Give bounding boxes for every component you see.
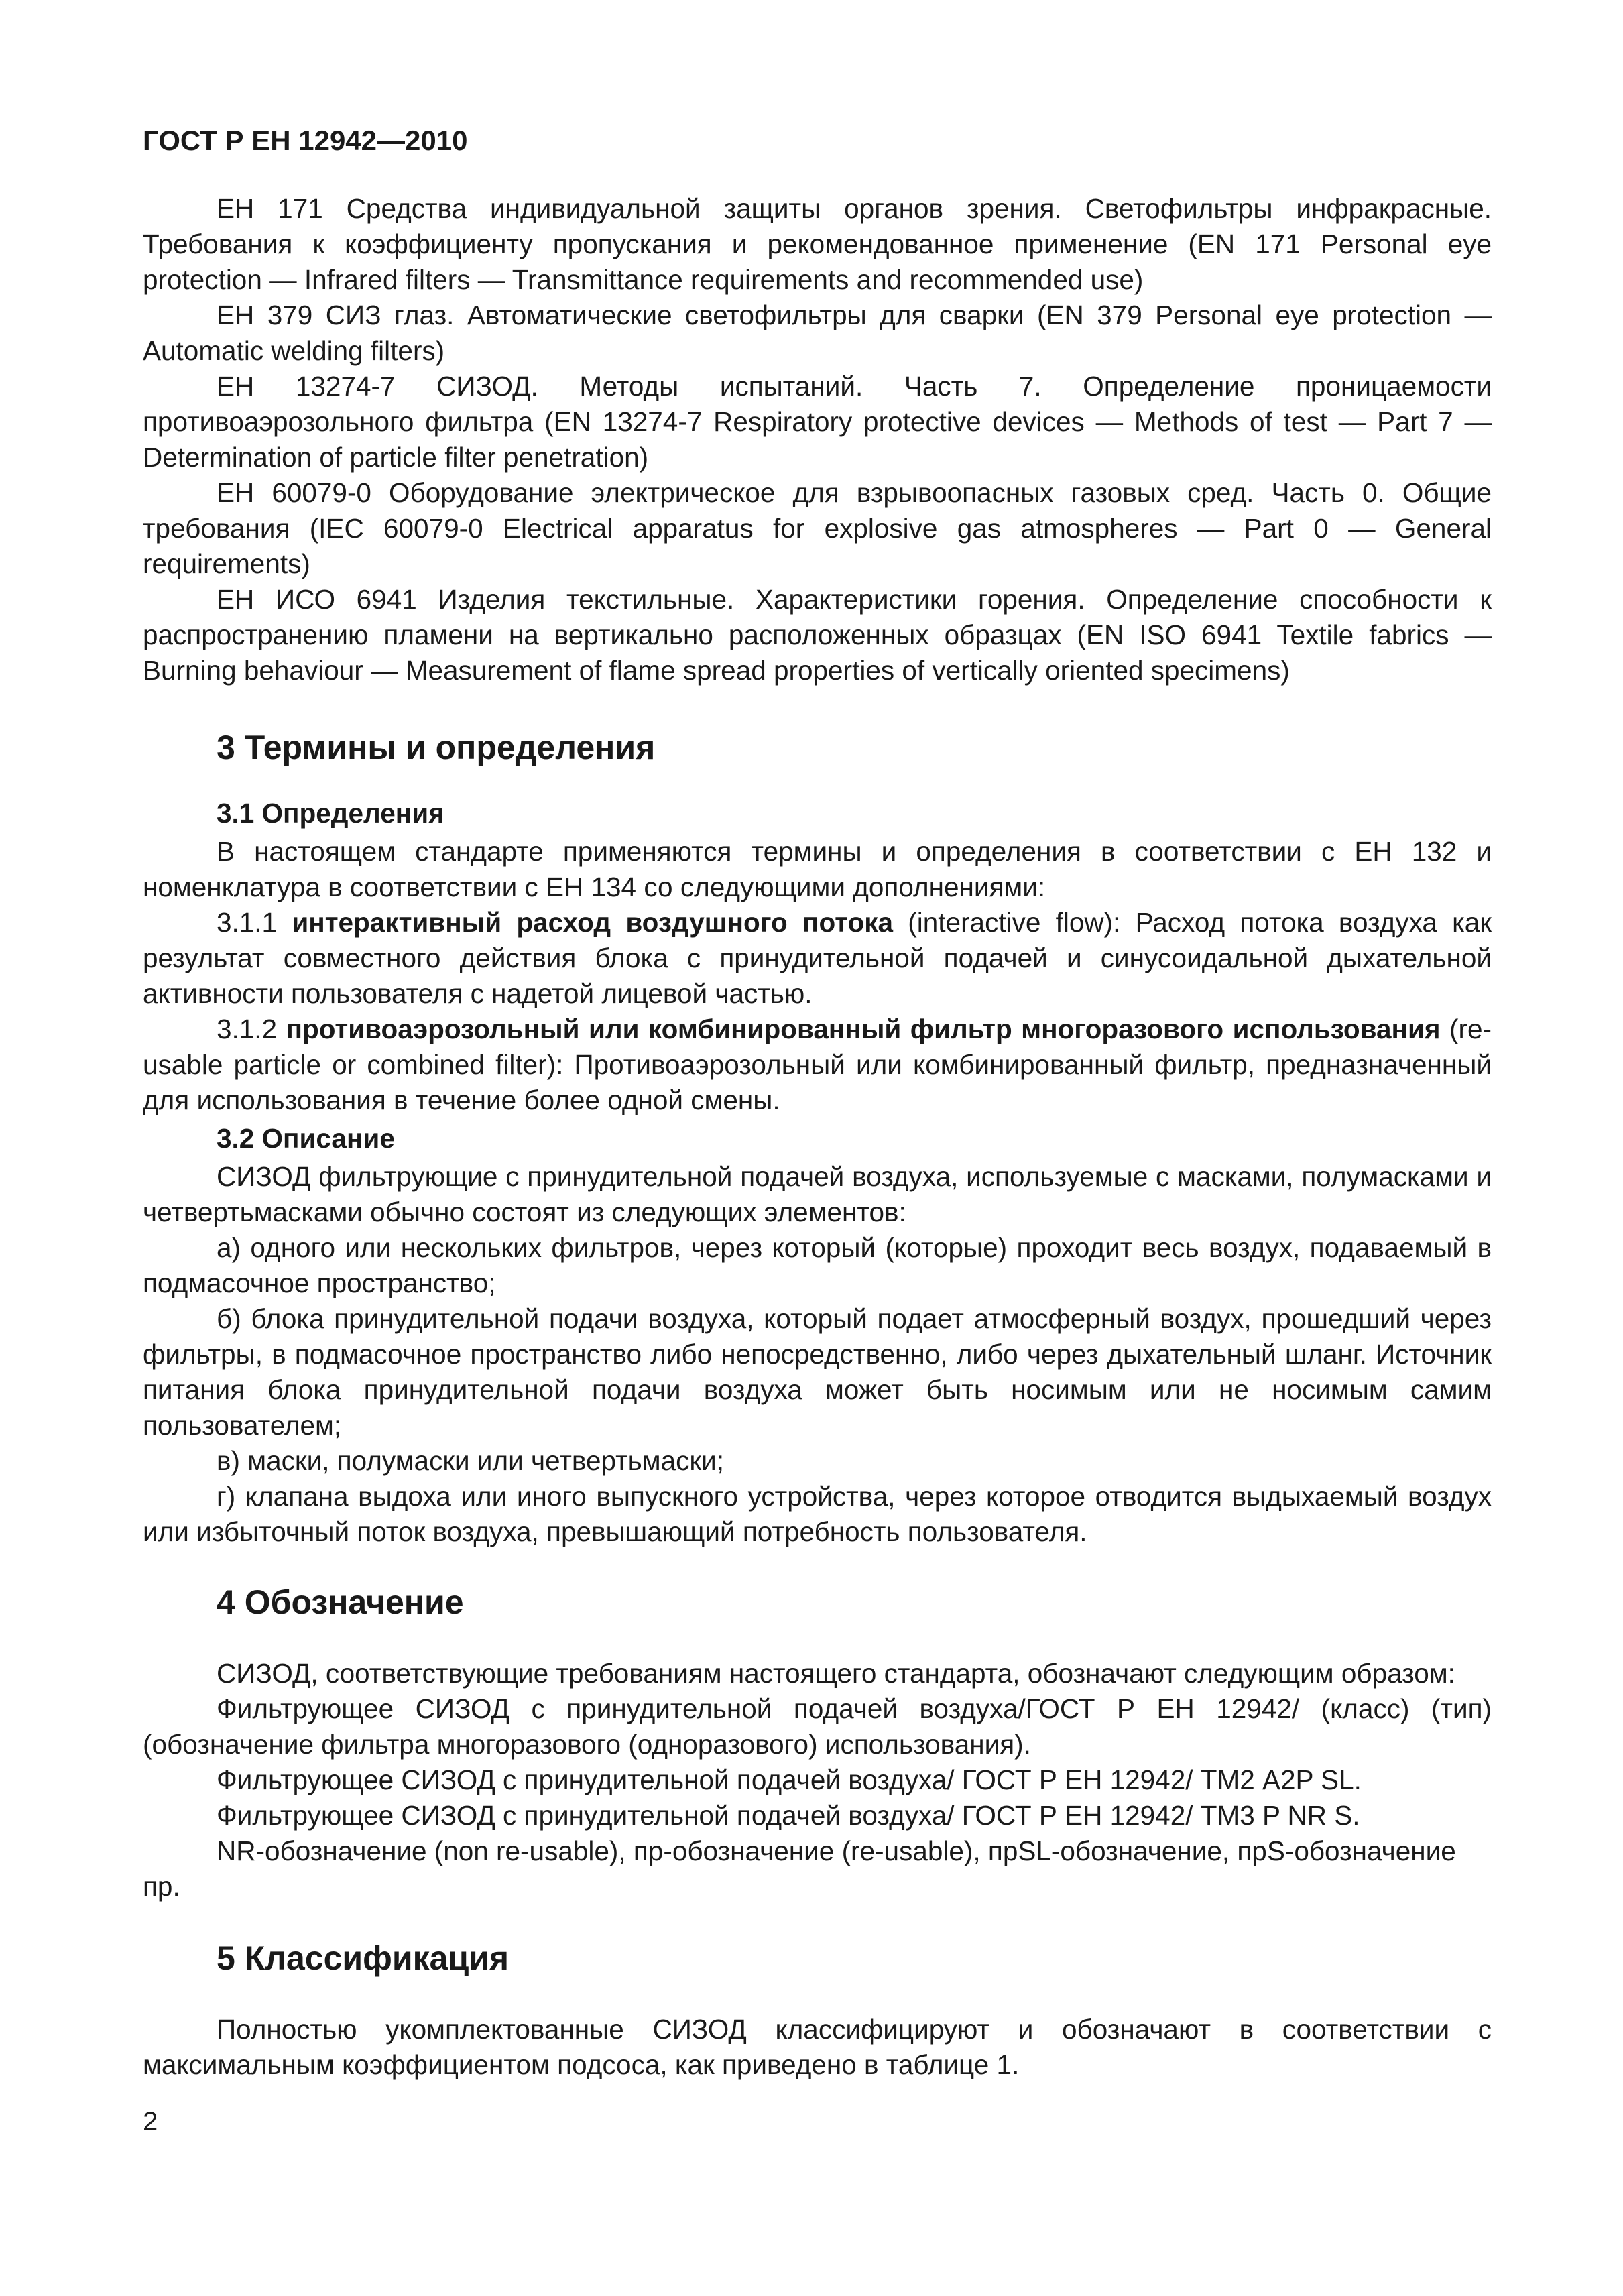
normative-references [143,191,1492,688]
section-4-heading: 4 Обозначение [217,1583,464,1621]
list-item: г) клапана выдоха или иного выпускного устройства, через которое отводится выдыхаемый воздух или избыточный поток воздуха, превышающий потребность пользователя. [143,1481,1492,1547]
reference-item: ЕН 171 Средства индивидуальной защиты органов зрения. Светофильтры инфракрасные. Требования к коэффициенту пропускания и рекомендованное применение (EN 171 Personal eye protection — Infrared filters — Transmittance requirements and recommended use) [143,193,1492,295]
reference-item: ЕН ИСО 6941 Изделия текстильные. Характеристики горения. Определение способности к распространению пламени на вертикально расположенных образцах (EN ISO 6941 Textile fabrics — Burning behaviour — Measurement of flame spread properties of vertically oriented specimens) [143,584,1492,686]
definition-text: (interactive flow): Расход потока воздуха как результат совместного действия блока с принудительной подачей и синусоидальной дыхательной активности пользователя с надетой лицевой частью. [143,907,1492,1009]
list-item: в) маски, полумаски или четвертьмаски; [217,1445,724,1476]
designation-paragraph: СИЗОД, соответствующие требованиям настоящего стандарта, обозначают следующим образом: [217,1658,1455,1689]
subsection-3-1-heading: 3.1 Определения [217,798,444,829]
reference-item: ЕН 379 СИЗ глаз. Автоматические светофильтры для сварки (EN 379 Personal eye protection — Automatic welding filters) [143,300,1492,366]
document-header: ГОСТ Р ЕН 12942—2010 [143,125,468,156]
designation-example: Фильтрующее СИЗОД с принудительной подачей воздуха/ ГОСТ Р ЕН 12942/ ТМ3 P NR S. [217,1800,1360,1831]
subsection-3-2-heading: 3.2 Описание [217,1123,395,1154]
definitions-intro: В настоящем стандарте применяются термины и определения в соответствии с ЕН 132 и номенклатура в соответствии с ЕН 134 со следующими дополнениями: [143,836,1492,902]
description-intro: СИЗОД фильтрующие с принудительной подачей воздуха, используемые с масками, полумасками и четвертьмасками обычно состоят из следующих элементов: [143,1161,1492,1227]
definition-number: 3.1.2 [217,1014,286,1044]
definition-3-1-2 [143,1012,1492,1118]
list-item: а) одного или нескольких фильтров, через который (которые) проходит весь воздух, подаваемый в подмасочное пространство; [143,1232,1492,1298]
definition-term: противоаэрозольный или комбинированный фильтр многоразового использования [286,1014,1441,1044]
definition-3-1-1 [143,905,1492,1012]
designation-example: Фильтрующее СИЗОД с принудительной подачей воздуха/ ГОСТ Р ЕН 12942/ ТМ2 A2P SL. [217,1764,1362,1795]
reference-item: ЕН 60079-0 Оборудование электрическое для взрывоопасных газовых сред. Часть 0. Общие требования (IEC 60079-0 Electrical apparatus for explosive gas atmospheres — Part 0 — General requirements) [143,477,1492,579]
section-3-heading: 3 Термины и определения [217,729,656,766]
definition-text: (re-usable particle or combined filter): Противоаэрозольный или комбинированный фильтр, предназначенный для использования в течение более одной смены. [143,1014,1492,1115]
designation-paragraph: Фильтрующее СИЗОД с принудительной подачей воздуха/ГОСТ Р ЕН 12942/ (класс) (тип) (обозначение фильтра многоразового (одноразового) использования). [143,1693,1492,1760]
page-content [143,191,1492,2083]
page-number: 2 [143,2107,158,2136]
definition-term: интерактивный расход воздушного потока [292,907,894,938]
list-item: б) блока принудительной подачи воздуха, который подает атмосферный воздух, прошедший через фильтры, в подмасочное пространство либо непосредственно, либо через дыхательный шланг. Источник питания блока принудительной подачи воздуха может быть носимым или не носимым самим пользователем; [143,1303,1492,1441]
reference-item: ЕН 13274-7 СИЗОД. Методы испытаний. Часть 7. Определение проницаемости противоаэрозольного фильтра (EN 13274-7 Respiratory protective devices — Methods of test — Part 7 — Determination of particle filter penetration) [143,371,1492,473]
classification-paragraph: Полностью укомплектованные СИЗОД классифицируют и обозначают в соответствии с максимальным коэффициентом подсоса, как приведено в таблице 1. [143,2014,1492,2080]
designation-note: NR-обозначение (non re-usable), пр-обозначение (re-usable), прSL-обозначение, прS-обозначение пр. [143,1835,1456,1902]
section-5-heading: 5 Классификация [217,1939,509,1977]
definition-number: 3.1.1 [217,907,292,938]
